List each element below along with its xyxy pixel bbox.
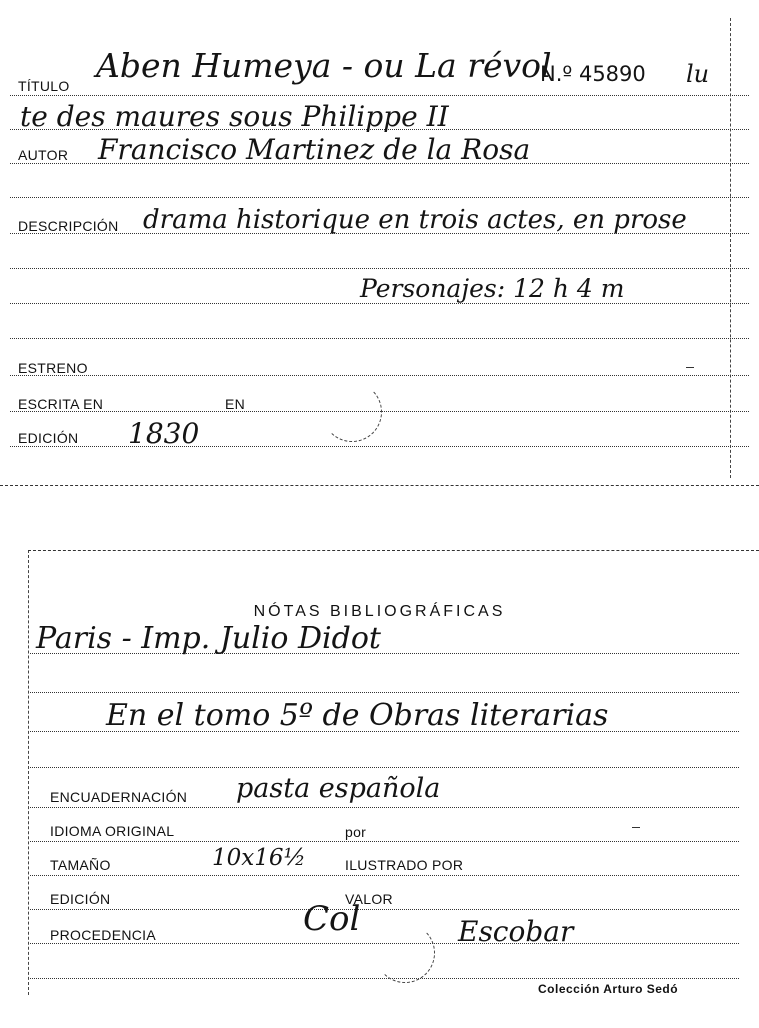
- ink-mark: [686, 367, 694, 368]
- titulo-handwritten-line1: Aben Humeya - ou La révol: [96, 46, 552, 85]
- ilustrado-por-label: ILUSTRADO POR: [345, 857, 464, 873]
- stamp-mark: [375, 923, 435, 983]
- ruled-line: [30, 978, 739, 979]
- ruled-line: [30, 875, 739, 876]
- autor-label: AUTOR: [18, 147, 69, 163]
- procedencia-handwritten-col: Col: [303, 899, 361, 939]
- procedencia-handwritten-name: Escobar: [458, 915, 574, 948]
- titulo-handwritten-end: lu: [686, 60, 710, 88]
- ruled-line: [30, 807, 739, 808]
- card-right-edge: [730, 18, 731, 478]
- ruled-line: [30, 692, 739, 693]
- por-label: por: [345, 824, 367, 840]
- catalog-number: N.º 45890: [540, 62, 646, 86]
- ruled-line: [30, 841, 739, 842]
- tamano-handwritten: 10x16½: [212, 845, 306, 871]
- ruled-line: [10, 268, 749, 269]
- valor-label: VALOR: [345, 891, 393, 907]
- idioma-original-label: IDIOMA ORIGINAL: [50, 823, 175, 839]
- ruled-line: [30, 909, 739, 910]
- procedencia-label: PROCEDENCIA: [50, 927, 156, 943]
- ruled-line: [10, 375, 749, 376]
- estreno-label: ESTRENO: [18, 360, 88, 376]
- personajes-handwritten: Personajes: 12 h 4 m: [360, 274, 625, 303]
- edicion-label: EDICIÓN: [18, 430, 79, 446]
- card-bottom-edge: [0, 485, 759, 486]
- stamp-mark: [322, 382, 382, 442]
- tamano-label: TAMAÑO: [50, 857, 111, 873]
- en-label: EN: [225, 396, 246, 412]
- collection-footer: Colección Arturo Sedó: [538, 982, 679, 996]
- titulo-handwritten-line2: te des maures sous Philippe II: [20, 100, 449, 133]
- card-top-edge: [28, 550, 759, 551]
- nota-line2-handwritten: En el tomo 5º de Obras literarias: [106, 698, 609, 733]
- ruled-line: [10, 338, 749, 339]
- descripcion-label: DESCRIPCIÓN: [18, 218, 119, 234]
- autor-handwritten: Francisco Martinez de la Rosa: [98, 133, 531, 166]
- ruled-line: [10, 446, 749, 447]
- catalog-card-back: [0, 545, 759, 1028]
- nota-line1-handwritten: Paris - Imp. Julio Didot: [36, 621, 381, 656]
- ruled-line: [10, 95, 749, 96]
- encuadernacion-label: ENCUADERNACIÓN: [50, 789, 188, 805]
- encuadernacion-handwritten: pasta española: [236, 773, 441, 804]
- ink-mark: [632, 827, 640, 828]
- catalog-card-front: [0, 0, 759, 495]
- ruled-line: [10, 197, 749, 198]
- notas-heading: NÓTAS BIBLIOGRÁFICAS: [253, 603, 506, 620]
- escrita-en-label: ESCRITA EN: [18, 396, 104, 412]
- ruled-line: [10, 303, 749, 304]
- titulo-label: TÍTULO: [18, 78, 70, 94]
- edicion-handwritten: 1830: [128, 417, 200, 450]
- edicion-label: EDICIÓN: [50, 891, 111, 907]
- ruled-line: [30, 767, 739, 768]
- descripcion-handwritten: drama historique en trois actes, en prose: [143, 205, 687, 235]
